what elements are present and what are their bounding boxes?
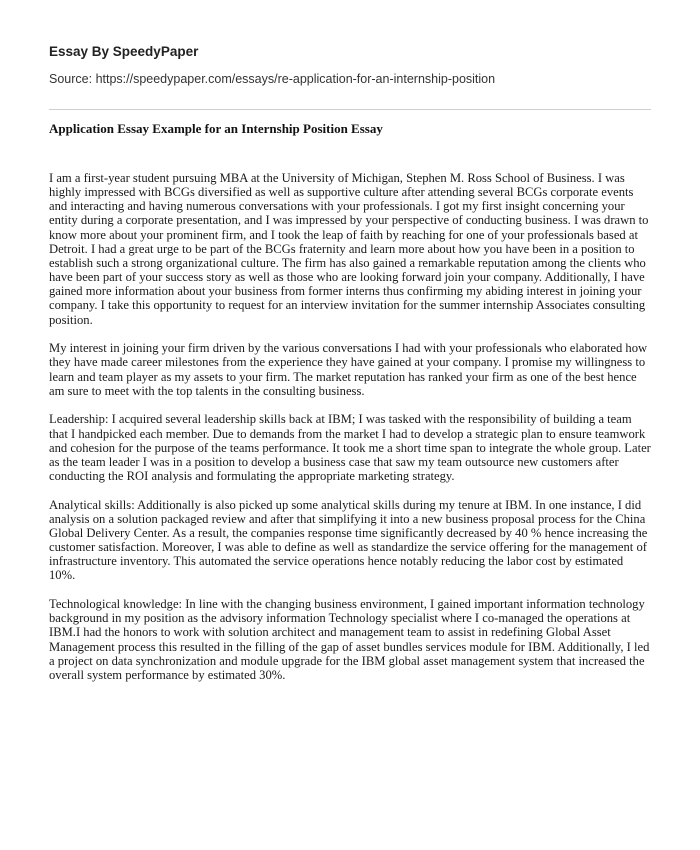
header-divider: [49, 109, 651, 110]
source-url: https://speedypaper.com/essays/re-application-for-an-internship-position: [95, 72, 496, 86]
essay-paragraph: Analytical skills: Additionally is also picked up some analytical skills during my tenure at IBM. In one instance, I did analysis on a solution packaged review and after that simplifying it into a new business proposal process for the China Global Delivery Center. As a result, the companies response time significantly decreased by 40 % hence increasing the customer satisfaction. Moreover, I was able to define as well as standardize the service offering for the management of infrastructure inventory. This automated the service operations hence notably reducing the labor cost by estimated 10%.: [49, 497, 648, 583]
essay-paragraph: Technological knowledge: In line with the changing business environment, I gained important information technology background in my position as the advisory information Technology specialist where I co-managed the operations at IBM.I had the honors to work with solution architect and management team to assist in redefining Global Asset Management process this resulted in the filling of the gap of asset bundles services module for IBM. Additionally, I led a project on data synchronization and module upgrade for the IBM global asset management system that increased the overall system performance by estimated 30%.: [49, 597, 650, 682]
essay-title: Application Essay Example for an Internship Position Essay: [49, 121, 383, 136]
source-label: Source:: [49, 72, 96, 86]
essay-paragraph: My interest in joining your firm driven by the various conversations I had with your professionals who elaborated how they have made career milestones from the experience they have gained at your company. I promise my willingness to learn and team player as my assets to your firm. The market reputation has ranked your firm as one of the best hence am sure to meet with the top talents in the consulting business.: [49, 341, 648, 398]
source-line: [49, 72, 495, 86]
essay-body: [49, 171, 652, 697]
site-title: Essay By SpeedyPaper: [49, 44, 199, 59]
essay-paragraph: I am a first-year student pursuing MBA at the University of Michigan, Stephen M. Ross School of Business. I was highly impressed with BCGs diversified as well as supportive culture after attending several BCGs corporate events and interacting and having numerous conversations with your professionals. I got my first insight concerning your entity during a corporate presentation, and I was impressed by your perspective of conducting business. I was drawn to know more about your prominent firm, and I took the leap of faith by reaching for one of your professionals based at Detroit. I had a great urge to be part of the BCGs fraternity and learn more about how you have been in a position to establish such a strong organizational culture. The firm has also gained a remarkable reputation among the clients who have been part of your success story as well as those who are looking forward join your company. Additionally, I have gained more information about your business from former interns thus confirming my abiding interest in joining your company. I take this opportunity to request for an interview invitation for the summer internship Associates consulting position.: [49, 171, 649, 327]
essay-paragraph: Leadership: I acquired several leadership skills back at IBM; I was tasked with the responsibility of building a team that I handpicked each member. Due to demands from the market I had to develop a strategic plan to ensure teamwork and cohesion for the purpose of the teams performance. It took me a short time span to integrate the whole group. Later as the team leader I was in a position to develop a business case that saw my team outsource new customers after conducting the ROI analysis and formulating the appropriate marketing strategy.: [49, 412, 651, 483]
